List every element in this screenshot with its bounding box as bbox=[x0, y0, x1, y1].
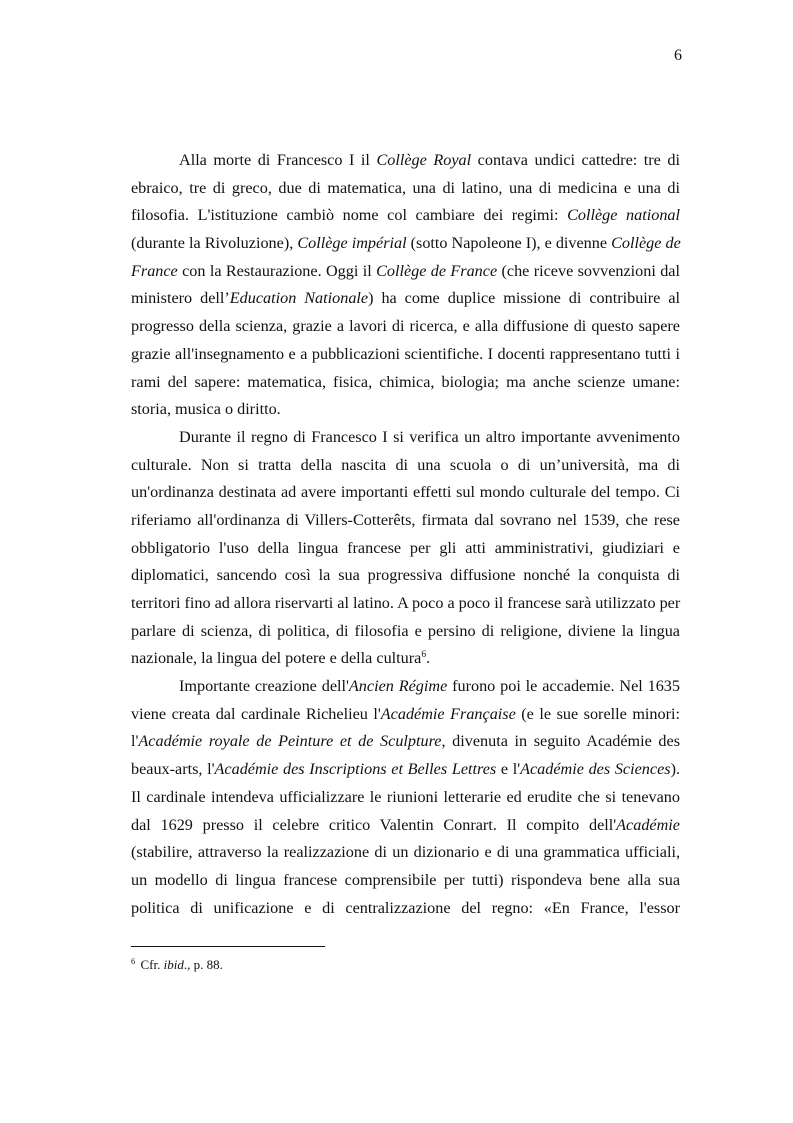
text-line bbox=[131, 313, 680, 341]
italic-text: Académie royale de Peinture et de Sculpture bbox=[138, 732, 442, 751]
text-segment: dal 1629 presso il celebre critico Valentin Conrart. Il compito dell' bbox=[131, 815, 617, 834]
text-segment: (stabilire, attraverso la realizzazione di un dizionario e di una grammatica ufficiali, bbox=[131, 843, 680, 862]
italic-text: Collège impérial bbox=[297, 234, 407, 253]
text-segment: l' bbox=[131, 732, 139, 751]
text-line bbox=[131, 535, 680, 563]
text-segment: grazie all'insegnamento e a pubblicazioni scientifiche. I docenti rappresentano tutti i bbox=[131, 344, 680, 363]
text-segment: contava undici cattedre: tre di bbox=[471, 151, 680, 169]
italic-text: Collège national bbox=[567, 206, 680, 225]
text-line bbox=[131, 839, 680, 867]
footnote bbox=[131, 957, 223, 973]
text-segment: (che riceve sovvenzioni dal bbox=[497, 261, 680, 280]
text-line bbox=[131, 701, 680, 729]
text-line bbox=[131, 895, 680, 923]
text-line bbox=[131, 673, 680, 701]
text-segment: . bbox=[426, 649, 431, 668]
text-segment: culturale. Non si tratta della nascita di una scuola o di un’università, ma di bbox=[131, 455, 680, 474]
text-segment: beaux-arts, l' bbox=[131, 760, 215, 779]
text-segment: filosofia. L'istituzione cambiò nome col cambiare dei regimi: bbox=[131, 206, 568, 225]
text-segment: , divenuta in seguito Académie des bbox=[441, 732, 681, 751]
text-segment: Alla morte di Francesco I il bbox=[179, 151, 377, 169]
text-line bbox=[131, 230, 680, 258]
text-segment: Il cardinale intendeva ufficializzare le riunioni letterarie ed erudite che si tenevano bbox=[131, 787, 680, 806]
italic-text: Education Nationale bbox=[229, 289, 369, 308]
text-segment: parlare di scienza, di politica, di filosofia e persino di religione, diviene la lingua bbox=[131, 621, 680, 640]
text-segment: politica di unificazione e di centralizzazione del regno: «En France, l'essor bbox=[131, 898, 680, 917]
text-line bbox=[131, 147, 680, 175]
paragraph bbox=[131, 424, 680, 673]
text-segment: un'ordinanza destinata ad avere importanti effetti sul mondo culturale del tempo. Ci bbox=[131, 483, 680, 502]
text-segment: progresso della scienza, grazie a lavori di ricerca, e alla diffusione di questo sapere bbox=[131, 317, 680, 336]
text-segment: con la Restaurazione. Oggi il bbox=[177, 261, 377, 280]
text-segment: ebraico, tre di greco, due di matematica, una di latino, una di medicina e una di bbox=[131, 178, 680, 197]
text-segment: rami del sapere: matematica, fisica, chimica, biologia; ma anche scienze umane: bbox=[131, 372, 680, 391]
text-segment: viene creata dal cardinale Richelieu l' bbox=[131, 704, 381, 723]
italic-text: Académie des Sciences bbox=[520, 760, 671, 779]
text-line bbox=[131, 728, 680, 756]
text-segment: (durante la Rivoluzione), bbox=[131, 234, 298, 253]
text-segment: Durante il regno di Francesco I si verifica un altro importante avvenimento bbox=[179, 427, 680, 446]
text-line bbox=[131, 424, 680, 452]
page-number: 6 bbox=[674, 47, 682, 64]
italic-text: Collège de bbox=[611, 234, 681, 253]
text-segment: Importante creazione dell' bbox=[179, 677, 349, 696]
text-line bbox=[131, 645, 680, 673]
italic-text: Académie Française bbox=[380, 704, 516, 723]
text-segment: nazionale, la lingua del potere e della cultura bbox=[131, 649, 422, 668]
text-segment: e l' bbox=[496, 760, 521, 779]
text-line bbox=[131, 867, 680, 895]
text-line bbox=[131, 175, 680, 203]
footnote-prefix: Cfr. bbox=[137, 957, 164, 972]
text-segment: ) ha come duplice missione di contribuire al bbox=[368, 289, 680, 308]
text-line bbox=[131, 784, 680, 812]
text-segment: ). bbox=[670, 760, 680, 779]
paragraph bbox=[131, 673, 680, 922]
text-line bbox=[131, 369, 680, 397]
text-segment: territori fino ad allora riservarti al latino. A poco a poco il francese sarà utilizzato per bbox=[131, 594, 681, 612]
text-segment: furono poi le accademie. Nel 1635 bbox=[447, 677, 680, 696]
italic-text: France bbox=[131, 261, 178, 280]
text-line bbox=[131, 341, 680, 369]
text-line bbox=[131, 452, 680, 480]
paragraph bbox=[131, 147, 680, 424]
text-line bbox=[131, 562, 680, 590]
body-text bbox=[131, 147, 680, 922]
text-segment: (sotto Napoleone I), e divenne bbox=[406, 234, 612, 253]
text-segment: diplomatici, sancendo così la sua progressiva diffusione nonché la conquista di bbox=[131, 566, 680, 585]
text-segment: un modello di lingua francese comprensibile per tutti) rispondeva bene alla sua bbox=[131, 870, 680, 889]
text-segment: storia, musica o diritto. bbox=[131, 400, 281, 419]
footnote-italic: ibid bbox=[163, 957, 184, 972]
text-line bbox=[131, 812, 680, 840]
text-line bbox=[131, 756, 680, 784]
italic-text: Collège de France bbox=[376, 261, 498, 280]
footnote-mark: 6 bbox=[131, 956, 136, 966]
text-segment: (e le sue sorelle minori: bbox=[515, 704, 680, 723]
text-line bbox=[131, 618, 680, 646]
italic-text: Académie des Inscriptions et Belles Lettres bbox=[214, 760, 497, 779]
text-line bbox=[131, 590, 680, 618]
italic-text: Ancien Régime bbox=[348, 677, 448, 696]
text-line bbox=[131, 202, 680, 230]
text-segment: riferiamo all'ordinanza di Villers-Cotterêts, firmata dal sovrano nel 1539, che rese bbox=[131, 510, 680, 529]
footnote-suffix: ., p. 88. bbox=[183, 957, 223, 972]
footnote-reference: 6 bbox=[421, 650, 427, 661]
text-line bbox=[131, 507, 680, 535]
text-segment: ministero dell’ bbox=[131, 289, 230, 308]
text-line bbox=[131, 479, 680, 507]
footnote-separator bbox=[131, 946, 325, 947]
text-line bbox=[131, 258, 680, 286]
italic-text: Académie bbox=[616, 815, 680, 834]
text-line bbox=[131, 285, 680, 313]
text-segment: obbligatorio l'uso della lingua francese per gli atti amministrativi, giudiziari e bbox=[131, 538, 680, 557]
italic-text: Collège Royal bbox=[376, 151, 472, 169]
text-line bbox=[131, 396, 680, 424]
